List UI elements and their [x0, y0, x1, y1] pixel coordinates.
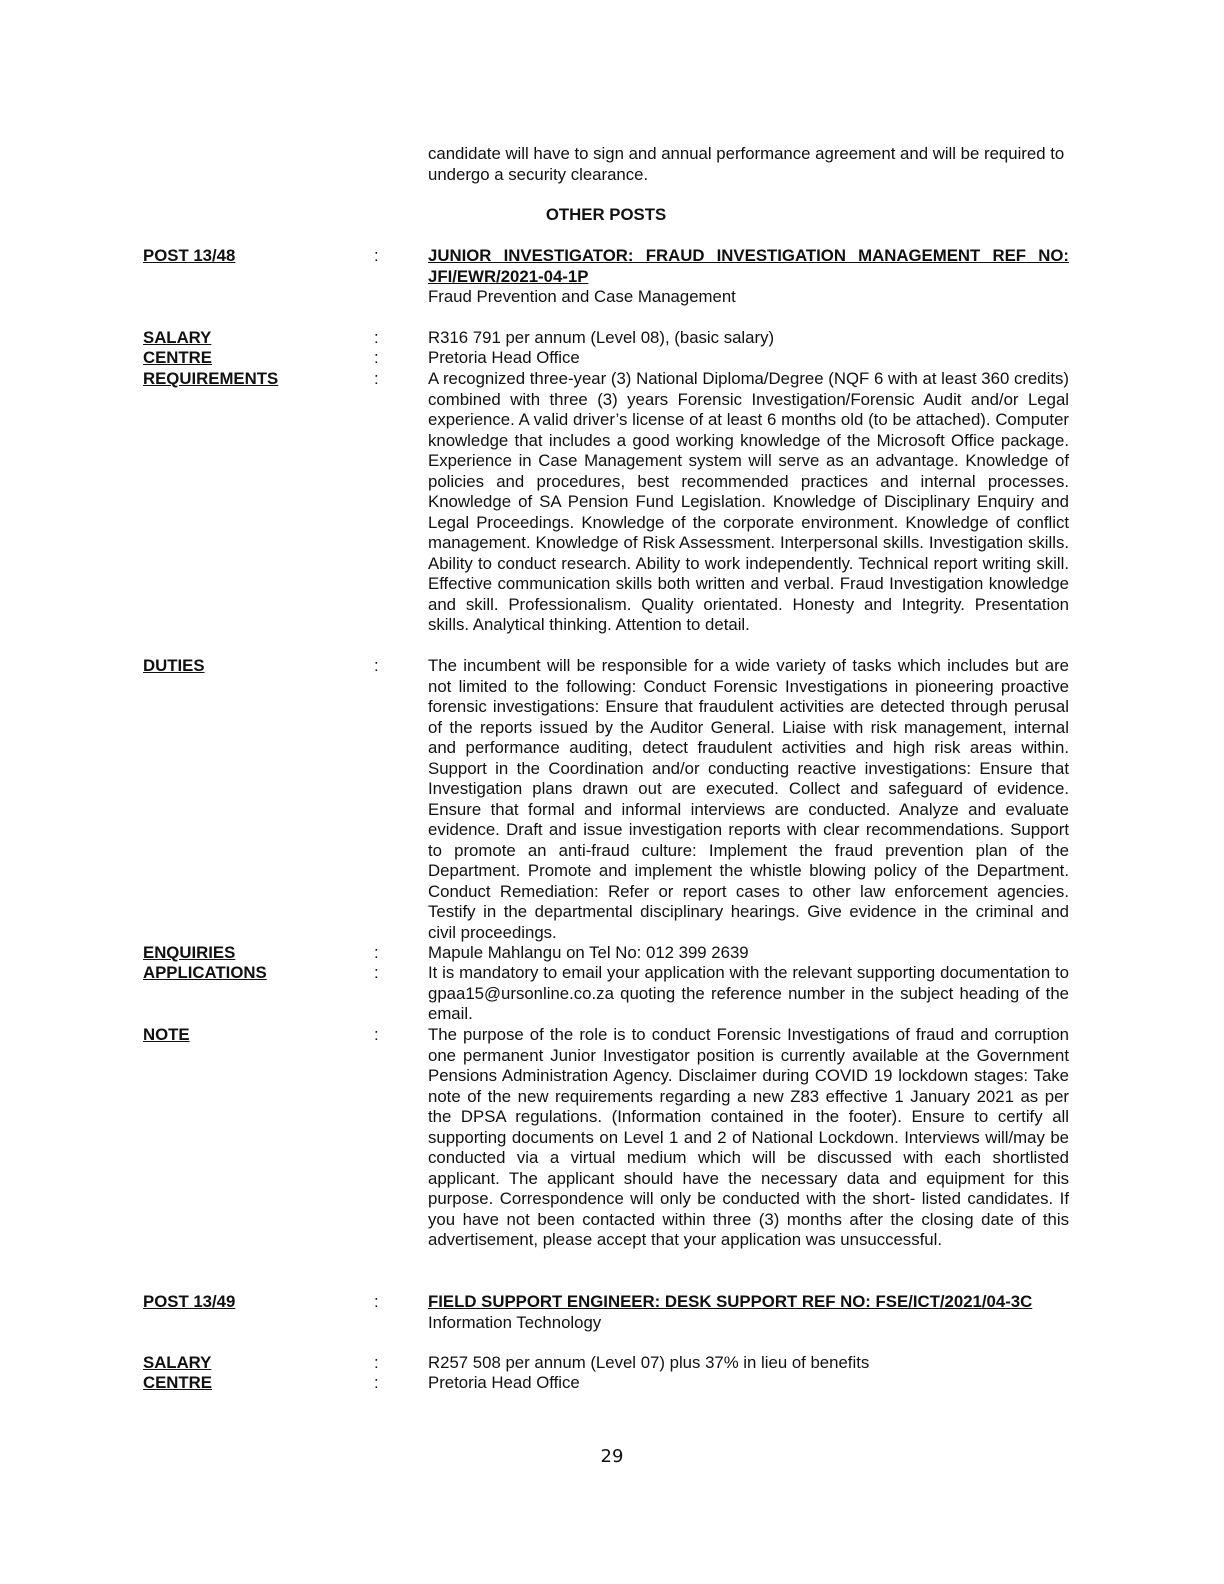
- post-subtitle: Fraud Prevention and Case Management: [428, 287, 736, 306]
- colon: :: [374, 328, 379, 347]
- colon: :: [374, 246, 379, 265]
- centre-label: CENTRE: [143, 1373, 212, 1392]
- salary-value: R257 508 per annum (Level 07) plus 37% in lieu of benefits: [428, 1353, 870, 1372]
- applications-value: It is mandatory to email your application with the relevant supporting documentation to gpaa15@ursonline.co.za quoting the reference number in the subject heading of the email.: [428, 963, 1069, 1023]
- requirements-label: REQUIREMENTS: [143, 369, 279, 388]
- colon: :: [374, 943, 379, 962]
- post-subtitle: Information Technology: [428, 1312, 602, 1332]
- centre-value: Pretoria Head Office: [428, 348, 580, 367]
- salary-label: SALARY: [143, 328, 212, 347]
- section-title: OTHER POSTS: [545, 205, 667, 224]
- colon: :: [374, 369, 379, 388]
- duties-value: The incumbent will be responsible for a wide variety of tasks which includes but are not limited to the following: Conduct Forensic Investigations in pioneering proactive forensic investigations: Ensure that fraudulent activities are detected through perusal of the reports issued by the Auditor General. Liaise with risk management, internal and performance auditing, detect fraudulent activities and high risk areas within. Support in the Coordination and/or conducting reactive investigations: Ensure that Investigation plans drawn out are executed. Collect and safeguard of evidence. Ensure that formal and informal interviews are conducted. Analyze and evaluate evidence. Draft and issue investigation reports with clear recommendations. Support to promote an anti-fraud culture: Implement the fraud prevention plan of the Department. Promote and implement the whistle blowing policy of the Department. Conduct Remediation: Refer or report cases to other law enforcement agencies. Testify in the departmental disciplinary hearings. Give evidence in the criminal and civil proceedings.: [428, 656, 1069, 942]
- post-title: FIELD SUPPORT ENGINEER: DESK SUPPORT REF NO: FSE/ICT/2021/04-3C: [428, 1292, 1033, 1311]
- enquiries-value: Mapule Mahlangu on Tel No: 012 399 2639: [428, 943, 749, 962]
- duties-label: DUTIES: [143, 656, 205, 675]
- note-label: NOTE: [143, 1025, 190, 1044]
- note-value: The purpose of the role is to conduct Forensic Investigations of fraud and corruption one permanent Junior Investigator position is currently available at the Government Pensions Administration Agency. Disclaimer during COVID 19 lockdown stages: Take note of the new requirements regarding a new Z83 effective 1 January 2021 as per the DPSA regulations. (Information contained in the footer). Ensure to certify all supporting documents on Level 1 and 2 of National Lockdown. Interviews will/may be conducted via a virtual medium which will be discussed with each shortlisted applicant. The applicant should have the necessary data and equipment for this purpose. Correspondence will only be conducted with the short- listed candidates. If you have not been contacted within three (3) months after the closing date of this advertisement, please accept that your application was unsuccessful.: [428, 1025, 1069, 1249]
- colon: :: [374, 1025, 379, 1044]
- intro-paragraph: candidate will have to sign and annual performance agreement and will be required to undergo a security clearance.: [428, 144, 1065, 184]
- colon: :: [374, 656, 379, 675]
- requirements-value: A recognized three-year (3) National Diploma/Degree (NQF 6 with at least 360 credits) combined with three (3) years Forensic Investigation/Forensic Audit and/or Legal experience. A valid driver’s license of at least 6 months old (to be attached). Computer knowledge that includes a good working knowledge of the Microsoft Office package. Experience in Case Management system will serve as an advantage. Knowledge of policies and procedures, best recommended practices and internal processes. Knowledge of SA Pension Fund Legislation. Knowledge of Disciplinary Enquiry and Legal Proceedings. Knowledge of the corporate environment. Knowledge of conflict management. Knowledge of Risk Assessment. Interpersonal skills. Investigation skills. Ability to conduct research. Ability to work independently. Technical report writing skill. Effective communication skills both written and verbal. Fraud Investigation knowledge and skill. Professionalism. Quality orientated. Honesty and Integrity. Presentation skills. Analytical thinking. Attention to detail.: [428, 369, 1069, 634]
- enquiries-label: ENQUIRIES: [143, 943, 236, 962]
- post-title: JUNIOR INVESTIGATOR: FRAUD INVESTIGATION MANAGEMENT REF NO: JFI/EWR/2021-04-1P: [428, 246, 1069, 286]
- post-label: POST 13/49: [143, 1292, 236, 1311]
- centre-label: CENTRE: [143, 348, 212, 367]
- colon: :: [374, 1373, 379, 1392]
- colon: :: [374, 963, 379, 982]
- applications-label: APPLICATIONS: [143, 963, 267, 982]
- post-label: POST 13/48: [143, 246, 236, 265]
- colon: :: [374, 348, 379, 367]
- salary-value: R316 791 per annum (Level 08), (basic salary): [428, 328, 775, 347]
- colon: :: [374, 1353, 379, 1372]
- page-number: 29: [600, 1446, 624, 1467]
- centre-value: Pretoria Head Office: [428, 1373, 580, 1392]
- colon: :: [374, 1292, 379, 1311]
- salary-label: SALARY: [143, 1353, 212, 1372]
